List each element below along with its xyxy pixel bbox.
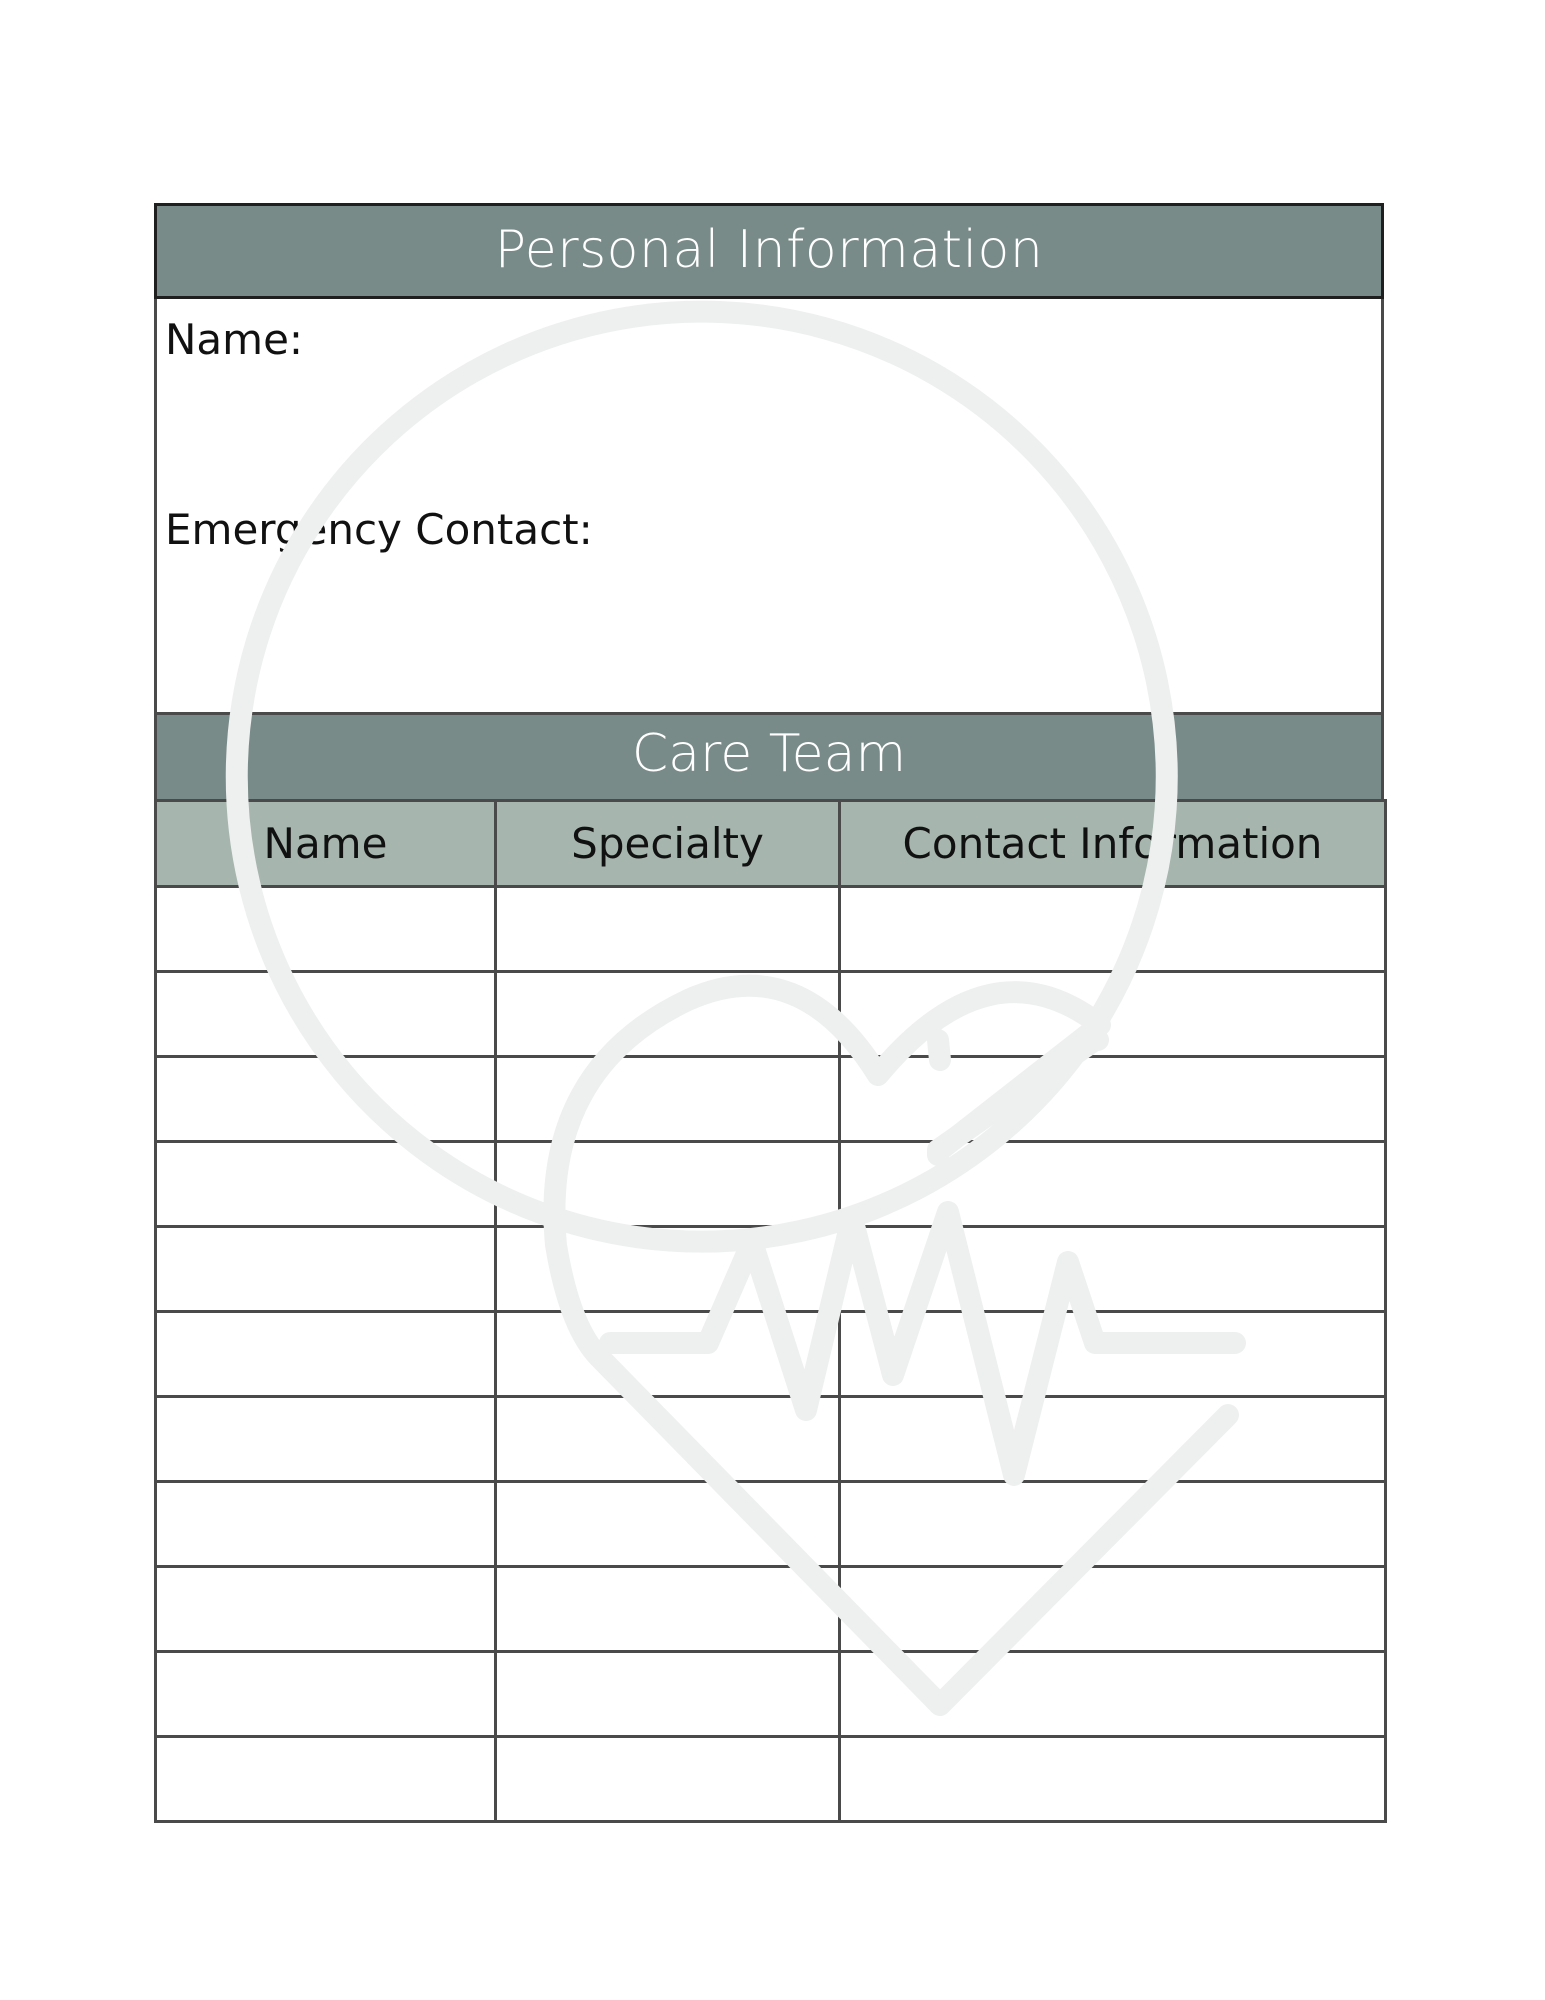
table-cell-name[interactable] bbox=[156, 1482, 496, 1567]
table-header-row bbox=[156, 801, 1386, 887]
table-cell-contact-information[interactable] bbox=[840, 1142, 1386, 1227]
personal-information-header: Personal Information bbox=[154, 203, 1384, 299]
table-cell-specialty[interactable] bbox=[496, 1057, 840, 1142]
table-cell-name[interactable] bbox=[156, 1567, 496, 1652]
care-team-rows bbox=[156, 887, 1386, 1822]
table-cell-specialty[interactable] bbox=[496, 1652, 840, 1737]
table-cell-specialty[interactable] bbox=[496, 1482, 840, 1567]
table-row bbox=[156, 1482, 1386, 1567]
table-cell-contact-information[interactable] bbox=[840, 1737, 1386, 1822]
emergency-contact-label: Emergency Contact: bbox=[165, 505, 593, 554]
name-label: Name: bbox=[165, 315, 304, 364]
table-cell-name[interactable] bbox=[156, 1057, 496, 1142]
table-row bbox=[156, 1567, 1386, 1652]
table-cell-contact-information[interactable] bbox=[840, 1227, 1386, 1312]
table-cell-contact-information[interactable] bbox=[840, 1312, 1386, 1397]
table-cell-specialty[interactable] bbox=[496, 972, 840, 1057]
table-row bbox=[156, 1057, 1386, 1142]
care-team-header: Care Team bbox=[154, 715, 1384, 799]
table-cell-specialty[interactable] bbox=[496, 1397, 840, 1482]
table-cell-contact-information[interactable] bbox=[840, 1057, 1386, 1142]
table-row bbox=[156, 1737, 1386, 1822]
table-cell-contact-information[interactable] bbox=[840, 1482, 1386, 1567]
column-header-specialty: Specialty bbox=[496, 801, 840, 887]
table-cell-specialty[interactable] bbox=[496, 1737, 840, 1822]
table-cell-contact-information[interactable] bbox=[840, 1567, 1386, 1652]
column-header-name: Name bbox=[156, 801, 496, 887]
table-row bbox=[156, 1652, 1386, 1737]
table-cell-contact-information[interactable] bbox=[840, 972, 1386, 1057]
table-cell-name[interactable] bbox=[156, 1312, 496, 1397]
table-cell-name[interactable] bbox=[156, 1397, 496, 1482]
table-cell-name[interactable] bbox=[156, 1142, 496, 1227]
table-cell-specialty[interactable] bbox=[496, 1567, 840, 1652]
table-cell-contact-information[interactable] bbox=[840, 1652, 1386, 1737]
table-cell-name[interactable] bbox=[156, 972, 496, 1057]
table-row bbox=[156, 972, 1386, 1057]
table-row bbox=[156, 887, 1386, 972]
table-cell-contact-information[interactable] bbox=[840, 887, 1386, 972]
table-cell-name[interactable] bbox=[156, 1737, 496, 1822]
column-header-contact-information: Contact Information bbox=[840, 801, 1386, 887]
table-row bbox=[156, 1312, 1386, 1397]
table-cell-specialty[interactable] bbox=[496, 1312, 840, 1397]
table-row bbox=[156, 1142, 1386, 1227]
table-cell-specialty[interactable] bbox=[496, 1227, 840, 1312]
table-row bbox=[156, 1227, 1386, 1312]
personal-information-box bbox=[154, 299, 1384, 715]
table-cell-specialty[interactable] bbox=[496, 1142, 840, 1227]
table-cell-name[interactable] bbox=[156, 1227, 496, 1312]
care-team-table bbox=[154, 799, 1387, 1823]
table-cell-name[interactable] bbox=[156, 1652, 496, 1737]
table-cell-contact-information[interactable] bbox=[840, 1397, 1386, 1482]
table-row bbox=[156, 1397, 1386, 1482]
table-cell-specialty[interactable] bbox=[496, 887, 840, 972]
table-cell-name[interactable] bbox=[156, 887, 496, 972]
